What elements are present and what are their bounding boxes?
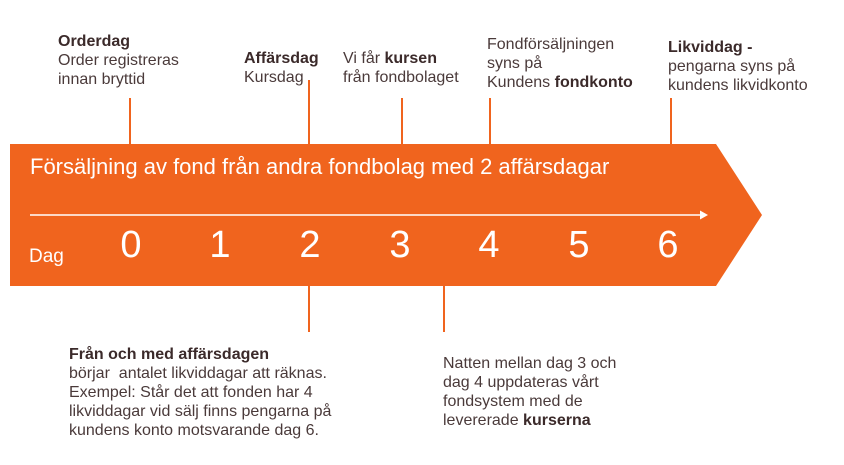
note-fondkonto-bold: fondkonto [554, 74, 633, 91]
banner-title: Försäljning av fond från andra fondbolag med 2 affärsdagar [30, 154, 610, 179]
note-kursen-line-1: från fondbolaget [343, 69, 459, 86]
note-affarsdag-title: Affärsdag [244, 50, 319, 67]
note-fran-line-1: börjar antalet likviddagar att räknas. [69, 365, 327, 382]
note-orderdag-line-2: innan bryttid [58, 71, 146, 88]
note-fondkonto-line-1: Fondförsäljningen [487, 36, 615, 53]
note-orderdag-line-1: Order registreras [58, 52, 179, 69]
day-label: Dag [29, 246, 64, 267]
connector-day-4 [489, 98, 491, 144]
connector-day-6 [670, 98, 672, 144]
connector-day-0 [129, 98, 131, 144]
note-fran-title: Från och med affärsdagen [69, 346, 270, 363]
connector-day-2-bottom [308, 286, 310, 332]
day-number-3: 3 [389, 224, 411, 266]
note-fondkonto [487, 35, 633, 92]
note-likviddag [668, 38, 808, 95]
note-natten-line-2: dag 4 uppdateras vårt [443, 374, 599, 391]
note-natten-line-3: fondsystem med de [443, 393, 583, 410]
note-fran-och-med-affarsdagen [69, 345, 331, 440]
day-number-5: 5 [568, 224, 590, 266]
note-orderdag [58, 32, 179, 89]
note-natten-bold: kurserna [523, 412, 591, 429]
day-number-0: 0 [120, 224, 142, 266]
note-orderdag-title: Orderdag [58, 33, 131, 50]
note-fran-line-2: Exempel: Står det att fonden har 4 [69, 384, 313, 401]
connector-day-2-top [308, 80, 310, 144]
note-kursen-bold: kursen [384, 50, 437, 67]
note-natten-pre: levererade [443, 412, 524, 429]
note-natten-mellan [443, 354, 616, 430]
note-kursen-pre: Vi får [343, 50, 385, 67]
note-fondkonto-pre: Kundens [487, 74, 555, 91]
connector-day-3-4 [443, 286, 445, 332]
day-number-2: 2 [299, 224, 321, 266]
note-likviddag-line-2: kundens likvidkonto [668, 77, 808, 94]
connector-day-3 [401, 98, 403, 144]
note-fran-line-3: likviddagar vid sälj finns pengarna på [69, 403, 332, 420]
note-fondkonto-line-2: syns på [487, 55, 543, 72]
note-affarsdag-line-1: Kursdag [244, 69, 304, 86]
note-likviddag-title: Likviddag - [668, 39, 753, 56]
note-fran-line-4: kundens konto motsvarande dag 6. [69, 422, 319, 439]
day-number-6: 6 [657, 224, 679, 266]
note-likviddag-line-1: pengarna syns på [668, 58, 796, 75]
note-kursen [343, 49, 459, 87]
day-number-4: 4 [478, 224, 500, 266]
day-number-1: 1 [209, 224, 231, 266]
note-natten-line-1: Natten mellan dag 3 och [443, 355, 617, 372]
